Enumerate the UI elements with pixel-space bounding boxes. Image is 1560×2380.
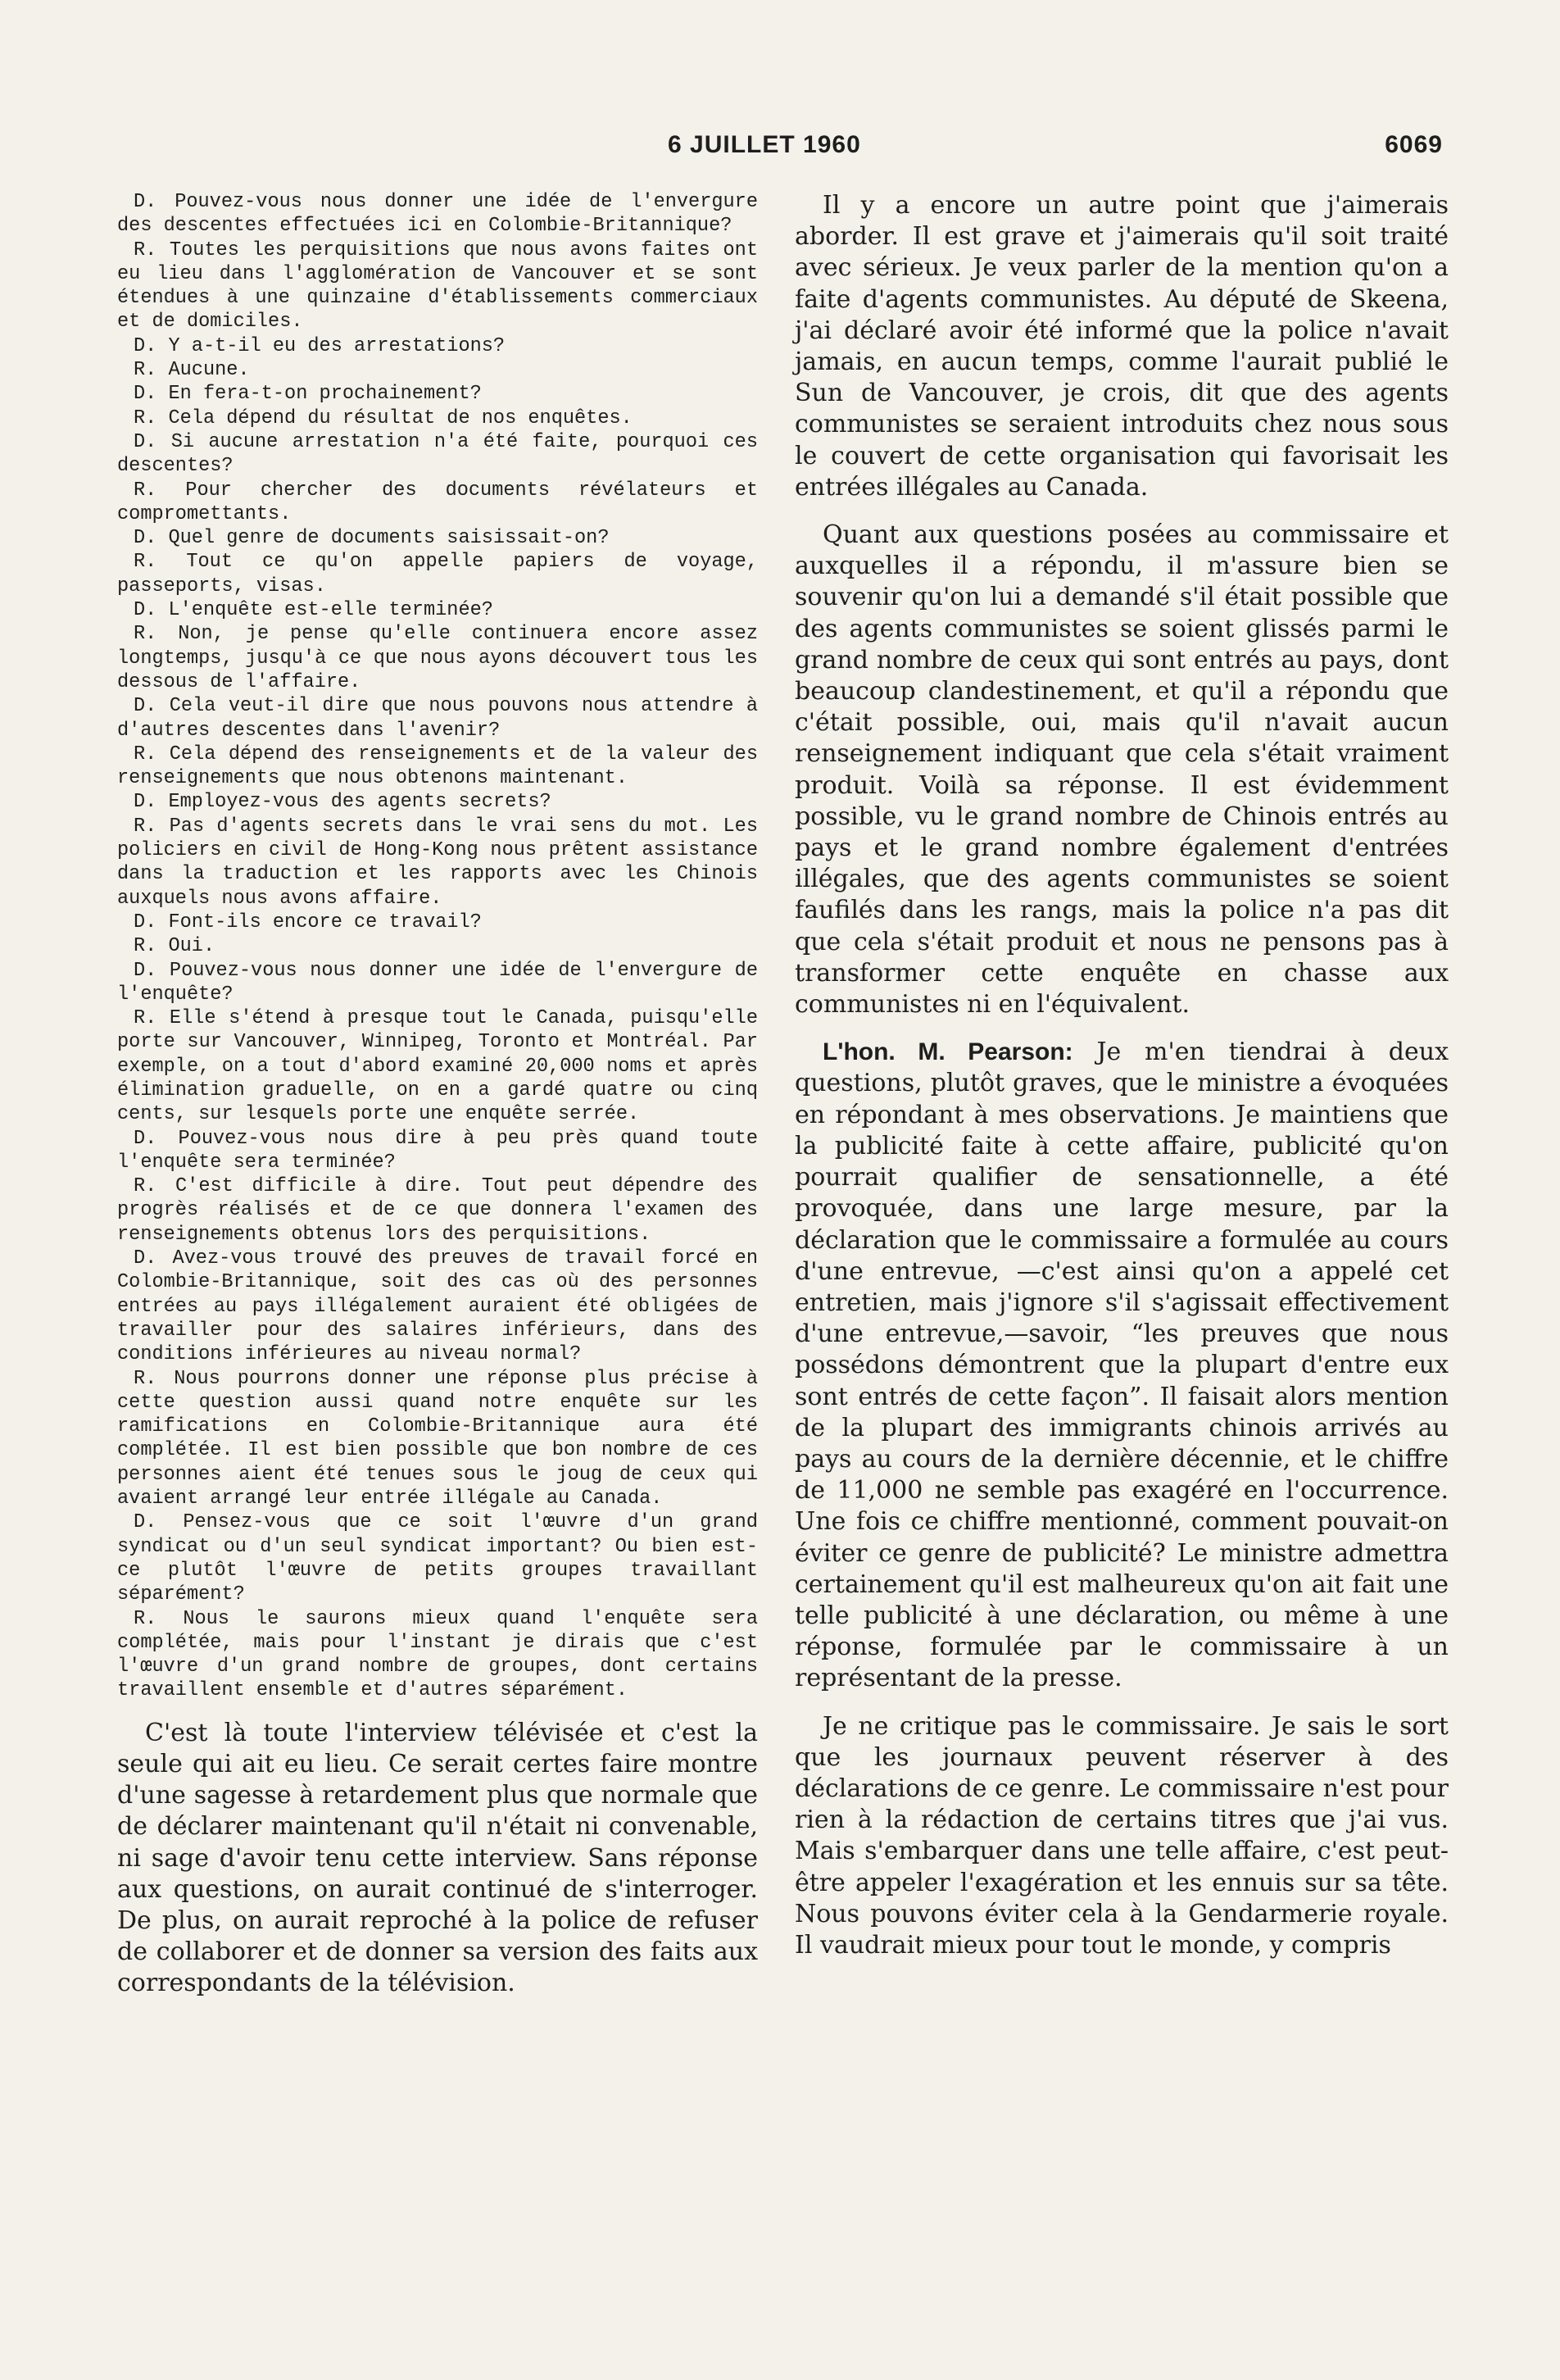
- qa-line: D. Pouvez-vous nous donner une idée de l'envergure de l'enquête?: [117, 959, 758, 1006]
- right-column: [795, 190, 1449, 1978]
- qa-line: R. C'est difficile à dire. Tout peut dépendre des progrès réalisés et de ce que donnera l'examen des renseignements obtenus lors des perquisitions.: [117, 1175, 758, 1246]
- qa-line: D. Avez-vous trouvé des preuves de travail forcé en Colombie-Britannique, soit des cas où des personnes entrées au pays illégalement auraient été obligées de travailler pour des salaires inférieurs, dans des conditions inférieures au niveau normal?: [117, 1247, 758, 1366]
- speech-text: Je m'en tiendrai à deux questions, plutôt graves, que le ministre a évoquées en répondant à mes observations. Je maintiens que la publicité faite à cette affaire, publicité qu'on pourrait qualifier de sensationnelle, a été provoquée, dans une large mesure, par la déclaration que le commissaire a formulée au cours d'une entrevue, —c'est ainsi qu'on a appelé cet entretien, mais j'ignore s'il s'agissait effectivement d'une entrevue,—savoir, “les preuves que nous possédons démontrent que la plupart d'entre eux sont entrés de cette façon”. Il faisait alors mention de la plupart des immigrants chinois arrivés au pays au cours de la dernière décennie, et le chiffre de 11,000 ne semble pas exagéré en l'occurrence. Une fois ce chiffre mentionné, comment pouvait-on éviter ce genre de publicité? Le ministre admettra certainement qu'il est malheureux qu'on ait fait une telle publicité à une déclaration, ou même à une réponse, formulée par le commissaire à un représentant de la presse.: [795, 1038, 1449, 1693]
- qa-line: D. Font-ils encore ce travail?: [134, 911, 482, 933]
- qa-line: D. Cela veut-il dire que nous pouvons nous attendre à d'autres descentes dans l'avenir?: [117, 695, 758, 742]
- qa-line: R. Tout ce qu'on appelle papiers de voyage, passeports, visas.: [117, 551, 758, 597]
- qa-line: D. Pensez-vous que ce soit l'œuvre d'un grand syndicat ou d'un seul syndicat important? Ou bien est-ce plutôt l'œuvre de petits groupes travaillant séparément?: [117, 1511, 758, 1606]
- qa-line: R. Cela dépend du résultat de nos enquêtes.: [134, 407, 633, 429]
- qa-line: D. Quel genre de documents saisissait-on?: [134, 527, 610, 550]
- qa-line: R. Oui.: [134, 935, 215, 958]
- qa-line: D. Employez-vous des agents secrets?: [134, 791, 551, 814]
- qa-line: D. Si aucune arrestation n'a été faite, pourquoi ces descentes?: [117, 430, 758, 478]
- qa-line: R. Cela dépend des renseignements et de la valeur des renseignements que nous obtenons maintenant.: [117, 743, 758, 790]
- interview-transcript: [117, 190, 758, 1703]
- right-body-text: [795, 190, 1449, 1961]
- speech-paragraph: [795, 1037, 1449, 1694]
- paragraph: Il y a encore un autre point que j'aimerais aborder. Il est grave et j'aimerais qu'il soit traité avec sérieux. Je veux parler de la mention qu'on a faite d'agents communistes. Au député de Skeena, j'ai déclaré avoir été informé que la police n'avait jamais, en aucun temps, comme l'aurait publié le Sun de Vancouver, je crois, dit que des agents communistes se seraient introduits chez nous sous le couvert de cette organisation qui favorisait les entrées illégales au Canada.: [795, 191, 1449, 502]
- qa-line: R. Non, je pense qu'elle continuera encore assez longtemps, jusqu'à ce que nous ayons découvert tous les dessous de l'affaire.: [117, 623, 758, 693]
- qa-line: R. Toutes les perquisitions que nous avons faites ont eu lieu dans l'agglomération de Vancouver et se sont étendues à une quinzaine d'établissements commerciaux et de domiciles.: [117, 238, 758, 334]
- qa-line: R. Pas d'agents secrets dans le vrai sens du mot. Les policiers en civil de Hong-Kong nous prêtent assistance dans la traduction et les rapports avec les Chinois auxquels nous avons affaire.: [117, 815, 758, 910]
- paragraph: Quant aux questions posées au commissaire et auxquelles il a répondu, il m'assure bien se souvenir qu'on lui a demandé s'il était possible que des agents communistes se soient glissés parmi le grand nombre de ceux qui sont entrés au pays, dont beaucoup clandestinement, et qu'il a répondu que c'était possible, oui, mais qu'il n'avait aucun renseignement indiquant que cela s'était vraiment produit. Voilà sa réponse. Il est évidemment possible, vu le grand nombre de Chinois entrés au pays et le grand nombre également d'entrées illégales, que des agents communistes se soient faufilés dans les rangs, mais la police n'a pas dit que cela s'était produit et nous ne pensons pas à transformer cette enquête en chasse aux communistes ni en l'équivalent.: [795, 520, 1449, 1020]
- page-number: 6069: [1385, 131, 1443, 158]
- speaker-name: L'hon. M. Pearson:: [823, 1038, 1073, 1066]
- running-head: [0, 131, 1560, 164]
- qa-line: R. Nous pourrons donner une réponse plus précise à cette question aussi quand notre enquête sur les ramifications en Colombie-Britannique aura été complétée. Il est bien possible que bon nombre de ces personnes aient été tenues sous le joug de ceux qui avaient arrangé leur entrée illégale au Canada.: [117, 1367, 758, 1510]
- header-date: 6 JUILLET 1960: [668, 131, 861, 158]
- qa-line: D. Pouvez-vous nous donner une idée de l'envergure des descentes effectuées ici en Colombie-Britannique?: [117, 191, 758, 238]
- qa-line: D. En fera-t-on prochainement?: [134, 383, 482, 406]
- qa-line: R. Elle s'étend à presque tout le Canada, puisqu'elle porte sur Vancouver, Winnipeg, Toronto et Montréal. Par exemple, on a tout d'abord examiné 20,000 noms et après élimination graduelle, on en a gardé quatre ou cinq cents, sur lesquels porte une enquête serrée.: [117, 1007, 758, 1126]
- qa-line: R. Aucune.: [134, 359, 250, 382]
- paragraph: Je ne critique pas le commissaire. Je sais le sort que les journaux peuvent réserver à des déclarations de ce genre. Le commissaire n'est pour rien à la rédaction de certains titres que j'ai vus. Mais s'embarquer dans une telle affaire, c'est peut-être appeler l'exagération et les ennuis sur sa tête. Nous pouvons éviter cela à la Gendarmerie royale. Il vaudrait mieux pour tout le monde, y compris: [795, 1711, 1449, 1960]
- qa-line: D. Pouvez-vous nous dire à peu près quand toute l'enquête sera terminée?: [117, 1127, 758, 1174]
- qa-line: R. Pour chercher des documents révélateurs et compromettants.: [117, 479, 758, 525]
- qa-line: R. Nous le saurons mieux quand l'enquête sera complétée, mais pour l'instant je dirais que c'est l'œuvre d'un grand nombre de groupes, dont certains travaillent ensemble et d'autres séparément.: [117, 1607, 758, 1702]
- qa-line: D. Y a-t-il eu des arrestations?: [134, 334, 506, 357]
- qa-line: D. L'enquête est-elle terminée?: [134, 599, 493, 622]
- paragraph: C'est là toute l'interview télévisée et c'est la seule qui ait eu lieu. Ce serait certes faire montre d'une sagesse à retardement plus que normale que de déclarer maintenant qu'il n'était ni convenable, ni sage d'avoir tenu cette interview. Sans réponse aux questions, on aurait continué de s'interroger. De plus, on aurait reproché à la police de refuser de collaborer et de donner sa version des faits aux correspondants de la télévision.: [117, 1718, 758, 1998]
- left-body-text: [117, 1718, 758, 2000]
- left-column: [117, 190, 758, 2016]
